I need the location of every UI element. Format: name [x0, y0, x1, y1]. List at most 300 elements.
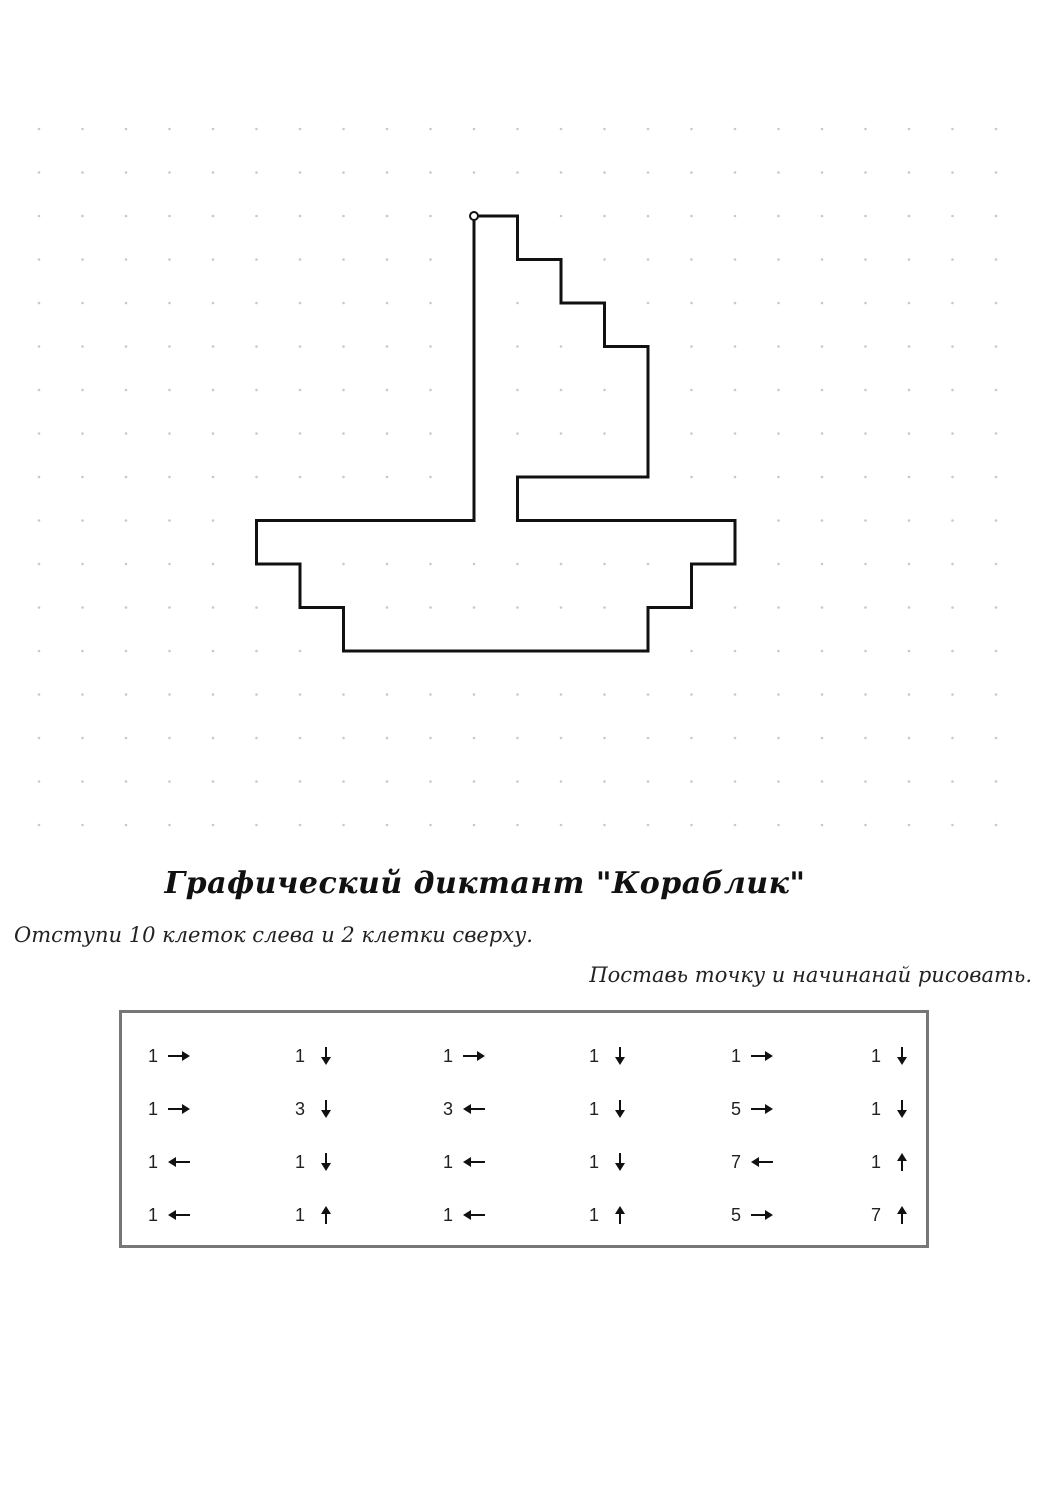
step-cell	[294, 1200, 374, 1230]
grid-dot	[342, 389, 345, 392]
grid-dot	[299, 780, 302, 783]
grid-dot	[212, 389, 215, 392]
grid-dot	[864, 302, 867, 305]
worksheet-title: Графический диктант "Кораблик"	[164, 866, 806, 901]
grid-dot	[690, 345, 693, 348]
arrow-up-icon	[889, 1204, 915, 1226]
grid-dot	[951, 128, 954, 131]
grid-dot	[647, 693, 650, 696]
grid-dot	[342, 128, 345, 131]
grid-dot	[560, 432, 563, 435]
grid-dot	[168, 128, 171, 131]
grid-dot	[342, 737, 345, 740]
grid-dot	[908, 389, 911, 392]
grid-dot	[342, 302, 345, 305]
grid-dot	[342, 824, 345, 827]
grid-dot	[342, 215, 345, 218]
grid-dot	[255, 780, 258, 783]
grid-dot	[560, 345, 563, 348]
grid-dot	[690, 650, 693, 653]
grid-dot	[516, 302, 519, 305]
steps-table	[119, 1010, 929, 1248]
arrow-up-icon	[607, 1204, 633, 1226]
grid-dot	[81, 302, 84, 305]
grid-dot	[386, 432, 389, 435]
grid-dot	[908, 519, 911, 522]
step-count: 1	[442, 1204, 453, 1225]
grid-dot	[864, 737, 867, 740]
grid-dot	[560, 389, 563, 392]
step-count: 1	[588, 1098, 599, 1119]
grid-dot	[821, 389, 824, 392]
grid-dot	[603, 693, 606, 696]
arrow-down-icon	[889, 1098, 915, 1120]
step-cell	[730, 1094, 810, 1124]
grid-dot	[386, 171, 389, 174]
grid-dot	[429, 824, 432, 827]
grid-dot	[516, 345, 519, 348]
grid-dot	[951, 432, 954, 435]
grid-dot	[473, 606, 476, 609]
grid-dot	[386, 824, 389, 827]
grid-dot	[864, 215, 867, 218]
grid-dot	[168, 432, 171, 435]
grid-dot	[603, 215, 606, 218]
grid-dot	[212, 171, 215, 174]
grid-dot	[864, 432, 867, 435]
grid-dot	[647, 780, 650, 783]
grid-dot	[81, 432, 84, 435]
grid-dot	[81, 389, 84, 392]
arrow-down-icon	[607, 1151, 633, 1173]
step-count: 1	[442, 1045, 453, 1066]
grid-dot	[125, 215, 128, 218]
grid-dot	[255, 389, 258, 392]
grid-dot	[647, 302, 650, 305]
grid-dot	[560, 563, 563, 566]
grid-dot	[516, 389, 519, 392]
step-cell	[442, 1147, 522, 1177]
arrow-up-icon	[889, 1151, 915, 1173]
step-count: 1	[588, 1204, 599, 1225]
grid-dot	[81, 737, 84, 740]
grid-dot	[951, 345, 954, 348]
grid-dot	[995, 171, 998, 174]
grid-dot	[429, 606, 432, 609]
grid-dot	[603, 824, 606, 827]
step-cell	[147, 1041, 227, 1071]
grid-dot	[473, 824, 476, 827]
grid-dot	[647, 563, 650, 566]
step-cell	[294, 1147, 374, 1177]
grid-dot	[125, 606, 128, 609]
grid-dot	[299, 171, 302, 174]
grid-dot	[255, 476, 258, 479]
grid-dot	[777, 215, 780, 218]
grid-dot	[560, 606, 563, 609]
grid-dot	[212, 476, 215, 479]
grid-dot	[38, 519, 41, 522]
step-cell	[870, 1041, 950, 1071]
grid-dot	[951, 258, 954, 261]
grid-dot	[951, 519, 954, 522]
grid-dot	[995, 737, 998, 740]
grid-dot	[777, 302, 780, 305]
grid-dot	[342, 780, 345, 783]
grid-dot	[734, 128, 737, 131]
grid-dot	[647, 258, 650, 261]
grid-dot	[212, 737, 215, 740]
grid-dot	[821, 476, 824, 479]
grid-dot	[777, 693, 780, 696]
grid-dot	[125, 128, 128, 131]
grid-dot	[951, 171, 954, 174]
grid-dot	[386, 563, 389, 566]
grid-dot	[38, 693, 41, 696]
grid-dot	[560, 780, 563, 783]
grid-dot	[821, 432, 824, 435]
grid-dot	[821, 693, 824, 696]
grid-dot	[168, 650, 171, 653]
grid-dot	[473, 563, 476, 566]
grid-dot	[429, 693, 432, 696]
grid-dot	[38, 215, 41, 218]
step-cell	[870, 1094, 950, 1124]
grid-dot	[560, 171, 563, 174]
arrow-left-icon	[461, 1098, 487, 1120]
grid-dot	[255, 824, 258, 827]
grid-dot	[168, 389, 171, 392]
arrow-right-icon	[749, 1045, 775, 1067]
grid-dot	[995, 824, 998, 827]
grid-dot	[473, 128, 476, 131]
grid-dot	[429, 563, 432, 566]
grid-dot	[212, 302, 215, 305]
grid-dot	[38, 345, 41, 348]
step-cell	[294, 1041, 374, 1071]
grid-dot	[603, 432, 606, 435]
grid-dot	[908, 215, 911, 218]
grid-dot	[386, 345, 389, 348]
grid-dot	[734, 606, 737, 609]
grid-dot	[125, 693, 128, 696]
grid-dot	[777, 824, 780, 827]
grid-dot	[342, 476, 345, 479]
arrow-down-icon	[313, 1045, 339, 1067]
grid-dot	[777, 258, 780, 261]
grid-dot	[864, 780, 867, 783]
grid-dot	[299, 476, 302, 479]
grid-dot	[995, 302, 998, 305]
grid-dot	[212, 824, 215, 827]
grid-dot	[168, 258, 171, 261]
grid-dot	[560, 128, 563, 131]
grid-dot	[951, 563, 954, 566]
grid-dot	[255, 258, 258, 261]
grid-dot	[429, 737, 432, 740]
grid-dot	[995, 128, 998, 131]
grid-dot	[777, 432, 780, 435]
grid-dot	[951, 606, 954, 609]
step-cell	[730, 1147, 810, 1177]
grid-dot	[908, 128, 911, 131]
grid-dot	[125, 737, 128, 740]
step-count: 1	[294, 1204, 305, 1225]
grid-dot	[168, 215, 171, 218]
grid-dot	[168, 606, 171, 609]
grid-dot	[299, 824, 302, 827]
grid-dot	[908, 650, 911, 653]
grid-dot	[255, 693, 258, 696]
grid-dot	[777, 345, 780, 348]
grid-dot	[168, 824, 171, 827]
grid-dot	[995, 258, 998, 261]
grid-dot	[864, 128, 867, 131]
grid-dot	[386, 215, 389, 218]
step-cell	[442, 1094, 522, 1124]
grid-dot	[908, 693, 911, 696]
step-count: 1	[870, 1098, 881, 1119]
grid-dot	[125, 476, 128, 479]
grid-dot	[38, 824, 41, 827]
grid-dot	[429, 345, 432, 348]
grid-dot	[690, 215, 693, 218]
grid-dot	[38, 302, 41, 305]
grid-dot	[255, 432, 258, 435]
grid-dot	[38, 171, 41, 174]
grid-dot	[212, 650, 215, 653]
grid-dot	[168, 302, 171, 305]
step-cell	[147, 1094, 227, 1124]
grid-dot	[864, 345, 867, 348]
grid-dot	[81, 519, 84, 522]
grid-dot	[299, 693, 302, 696]
grid-dot	[864, 171, 867, 174]
step-count: 7	[870, 1204, 881, 1225]
grid-dot	[473, 693, 476, 696]
grid-dot	[125, 780, 128, 783]
grid-dot	[81, 128, 84, 131]
grid-dot	[603, 563, 606, 566]
grid-dot	[908, 780, 911, 783]
step-count: 1	[294, 1045, 305, 1066]
grid-dot	[821, 563, 824, 566]
step-cell	[870, 1200, 950, 1230]
grid-dot	[821, 780, 824, 783]
grid-dot	[560, 215, 563, 218]
grid-dot	[125, 650, 128, 653]
grid-dot	[603, 171, 606, 174]
grid-dot	[690, 432, 693, 435]
arrow-left-icon	[166, 1204, 192, 1226]
grid-dot	[212, 519, 215, 522]
grid-dot	[603, 128, 606, 131]
grid-dot	[864, 650, 867, 653]
grid-dot	[255, 171, 258, 174]
arrow-down-icon	[607, 1045, 633, 1067]
grid-dot	[951, 650, 954, 653]
grid-dot	[690, 693, 693, 696]
grid-dot	[864, 606, 867, 609]
grid-dot	[734, 258, 737, 261]
arrow-down-icon	[889, 1045, 915, 1067]
grid-dot	[38, 476, 41, 479]
grid-dot	[734, 693, 737, 696]
grid-dot	[821, 128, 824, 131]
grid-dot	[821, 302, 824, 305]
step-cell	[588, 1041, 668, 1071]
grid-dot	[864, 693, 867, 696]
grid-dot	[951, 780, 954, 783]
arrow-right-icon	[461, 1045, 487, 1067]
grid-dot	[734, 650, 737, 653]
grid-dot	[386, 606, 389, 609]
instruction-start: Поставь точку и начинанай рисовать.	[589, 963, 1032, 987]
grid-dot	[995, 606, 998, 609]
grid-dot	[81, 693, 84, 696]
grid-dot	[168, 519, 171, 522]
arrow-down-icon	[313, 1098, 339, 1120]
grid-dot	[734, 476, 737, 479]
grid-dot	[299, 650, 302, 653]
grid-dot	[125, 258, 128, 261]
arrow-left-icon	[461, 1151, 487, 1173]
grid-dot	[908, 345, 911, 348]
grid-dot	[864, 563, 867, 566]
grid-dot	[908, 824, 911, 827]
grid-dot	[168, 476, 171, 479]
grid-dot	[212, 258, 215, 261]
grid-dot	[603, 780, 606, 783]
grid-dot	[81, 606, 84, 609]
grid-dot	[473, 780, 476, 783]
start-point-marker	[470, 212, 478, 220]
grid-dot	[821, 519, 824, 522]
grid-dot	[560, 693, 563, 696]
step-count: 5	[730, 1204, 741, 1225]
grid-dot	[690, 780, 693, 783]
grid-dot	[864, 824, 867, 827]
grid-dot	[38, 780, 41, 783]
step-cell	[442, 1041, 522, 1071]
grid-dot	[951, 215, 954, 218]
grid-dot	[995, 563, 998, 566]
grid-dot	[386, 737, 389, 740]
grid-dot	[908, 432, 911, 435]
grid-dot	[951, 476, 954, 479]
grid-dot	[342, 432, 345, 435]
grid-dot	[690, 824, 693, 827]
grid-dot	[908, 171, 911, 174]
grid-dot	[995, 476, 998, 479]
grid-dot	[560, 737, 563, 740]
grid-dot	[125, 563, 128, 566]
grid-dot	[81, 215, 84, 218]
grid-dot	[342, 345, 345, 348]
grid-dot	[821, 345, 824, 348]
grid-dot	[255, 302, 258, 305]
grid-dot	[647, 171, 650, 174]
grid-dot	[734, 215, 737, 218]
grid-dot	[734, 737, 737, 740]
step-count: 1	[294, 1151, 305, 1172]
grid-dot	[212, 215, 215, 218]
grid-dot	[516, 171, 519, 174]
grid-dot	[429, 476, 432, 479]
grid-dot	[821, 824, 824, 827]
grid-dot	[777, 519, 780, 522]
grid-dot	[647, 215, 650, 218]
grid-dot	[777, 389, 780, 392]
grid-dot	[81, 476, 84, 479]
grid-dot	[516, 693, 519, 696]
grid-dot	[125, 519, 128, 522]
grid-dot	[429, 171, 432, 174]
grid-dot	[38, 389, 41, 392]
arrow-down-icon	[607, 1098, 633, 1120]
grid-dot	[734, 389, 737, 392]
grid-dot	[38, 650, 41, 653]
grid-dot	[908, 563, 911, 566]
grid-dot	[821, 258, 824, 261]
grid-dot	[81, 345, 84, 348]
grid-dot	[690, 389, 693, 392]
grid-dot	[734, 302, 737, 305]
grid-dot	[299, 215, 302, 218]
grid-dot	[473, 171, 476, 174]
grid-dot	[168, 345, 171, 348]
grid-dot	[342, 171, 345, 174]
grid-dot	[386, 693, 389, 696]
arrow-right-icon	[166, 1098, 192, 1120]
grid-dot	[81, 824, 84, 827]
arrow-right-icon	[749, 1098, 775, 1120]
grid-dot	[38, 606, 41, 609]
grid-dot	[908, 737, 911, 740]
grid-dot	[951, 737, 954, 740]
grid-dot	[516, 432, 519, 435]
arrow-down-icon	[313, 1151, 339, 1173]
grid-dot	[81, 563, 84, 566]
grid-dot	[255, 737, 258, 740]
grid-dot	[864, 476, 867, 479]
step-cell	[730, 1200, 810, 1230]
grid-dot	[734, 345, 737, 348]
grid-dot	[342, 563, 345, 566]
grid-dot	[995, 780, 998, 783]
grid-dot	[429, 432, 432, 435]
grid-dot	[821, 737, 824, 740]
grid-dot	[995, 650, 998, 653]
step-count: 5	[730, 1098, 741, 1119]
grid-dot	[690, 737, 693, 740]
grid-dot	[212, 563, 215, 566]
step-count: 1	[588, 1045, 599, 1066]
boat-outline	[257, 216, 736, 651]
grid-dot	[342, 693, 345, 696]
step-count: 1	[870, 1045, 881, 1066]
grid-dot	[647, 824, 650, 827]
grid-dot	[38, 128, 41, 131]
grid-dot	[777, 737, 780, 740]
grid-dot	[168, 737, 171, 740]
grid-dot	[777, 606, 780, 609]
grid-dot	[299, 302, 302, 305]
grid-dot	[168, 780, 171, 783]
grid-dot	[603, 606, 606, 609]
grid-dot	[299, 258, 302, 261]
step-cell	[588, 1200, 668, 1230]
